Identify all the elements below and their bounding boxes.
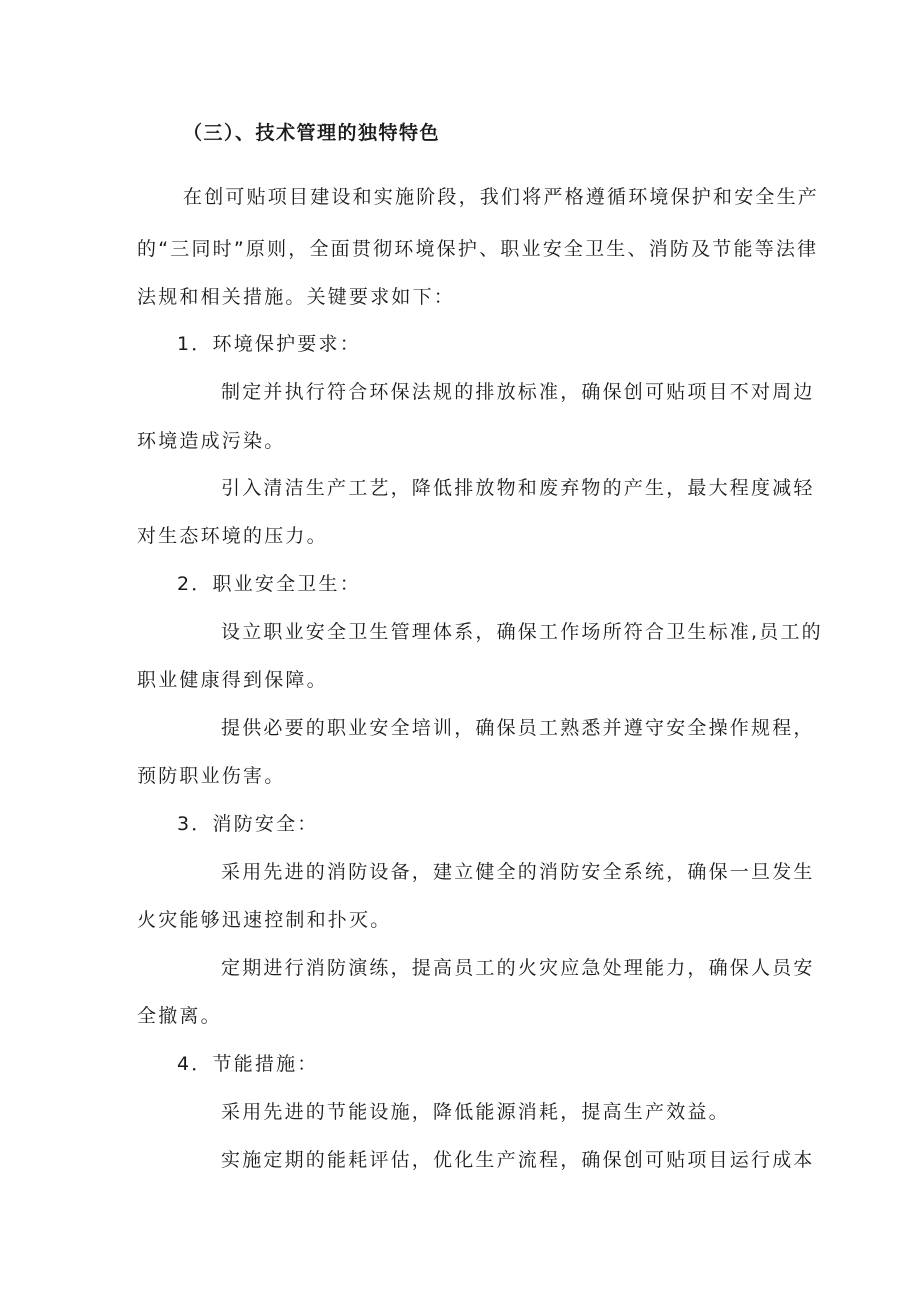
section-4-para-1-line-1: 采用先进的节能设施，降低能源消耗，提高生产效益。 [221, 1101, 730, 1123]
section-3-para-1-line-1: 采用先进的消防设备，建立健全的消防安全系统，确保一旦发生 [221, 861, 815, 883]
section-1-para-2-line-1: 引入清洁生产工艺，降低排放物和废弃物的产生，最大程度减轻 [221, 477, 815, 499]
section-3-para-1-line-2: 火灾能够迅速控制和扑灭。 [137, 909, 392, 931]
section-4-title: 4．节能措施： [177, 1053, 319, 1075]
section-3-para-2-line-1: 定期进行消防演练，提高员工的火灾应急处理能力，确保人员安 [221, 957, 815, 979]
section-2-para-1-line-2: 职业健康得到保障。 [137, 669, 328, 691]
section-1-title: 1．环境保护要求： [177, 333, 361, 355]
section-1-para-1-line-2: 环境造成污染。 [137, 430, 286, 452]
section-2-title: 2．职业安全卫生： [177, 573, 361, 595]
intro-line-3: 法规和相关措施。关键要求如下： [137, 286, 456, 308]
section-2-para-1-line-1: 设立职业安全卫生管理体系，确保工作场所符合卫生标准,员工的 [221, 621, 823, 643]
section-3-title: 3．消防安全： [177, 813, 319, 835]
section-4-para-2-line-1: 实施定期的能耗评估，优化生产流程，确保创可贴项目运行成本 [221, 1149, 815, 1171]
section-1-para-2-line-2: 对生态环境的压力。 [137, 525, 328, 547]
intro-line-2: 的“三同时”原则，全面贯彻环境保护、职业安全卫生、消防及节能等法律 [137, 238, 819, 260]
intro-line-1: 在创可贴项目建设和实施阶段，我们将严格遵循环境保护和安全生产 [183, 186, 820, 208]
section-2-para-2-line-1: 提供必要的职业安全培训，确保员工熟悉并遵守安全操作规程， [221, 717, 815, 739]
section-2-para-2-line-2: 预防职业伤害。 [137, 765, 286, 787]
section-heading: （三）、技术管理的独特特色 [183, 122, 441, 144]
section-1-para-1-line-1: 制定并执行符合环保法规的排放标准，确保创可贴项目不对周边 [221, 381, 815, 403]
section-3-para-2-line-2: 全撤离。 [137, 1005, 222, 1027]
